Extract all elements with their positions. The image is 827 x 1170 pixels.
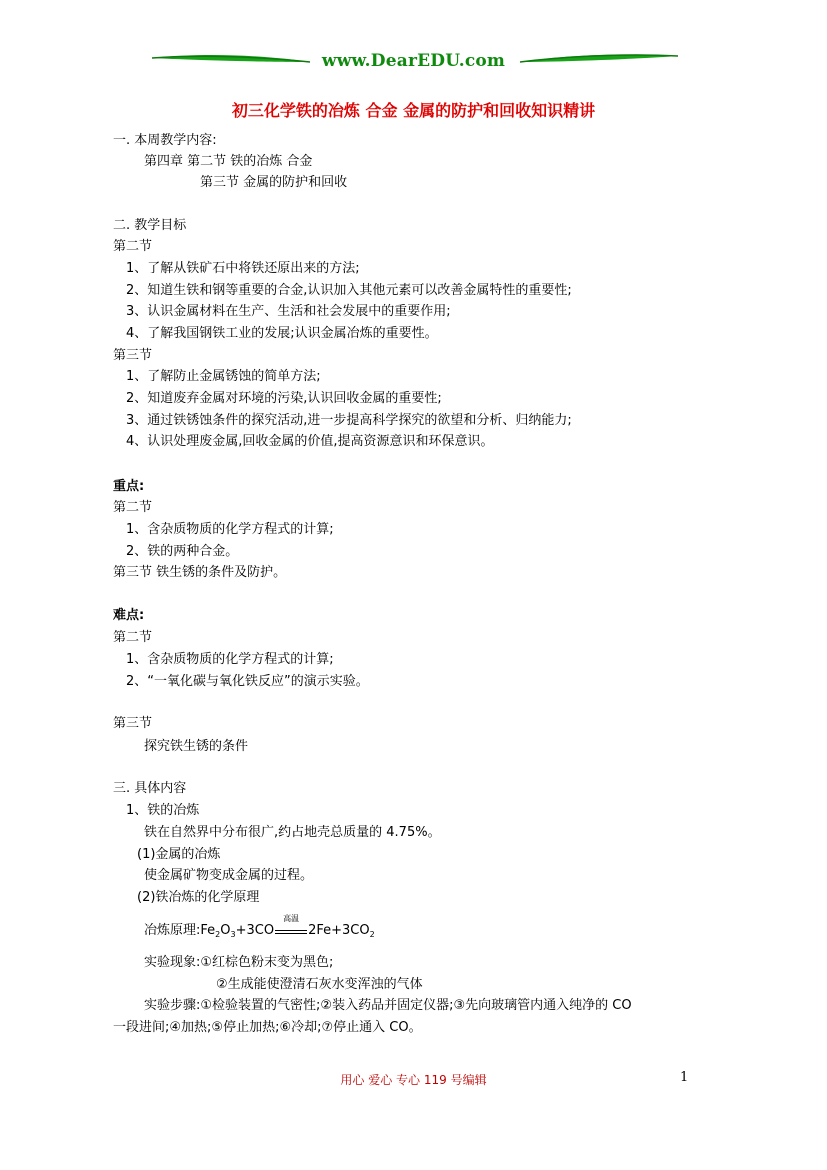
- section-1-heading: 一. 本周教学内容:: [113, 133, 217, 148]
- subsection-label: 第二节: [113, 630, 153, 645]
- list-item: 4、认识处理废金属,回收金属的价值,提高资源意识和环保意识。: [126, 434, 494, 449]
- chemical-equation: $Fe_2O_3+3CO$ 高温 $2Fe+3CO_2$: [200, 913, 375, 939]
- text-line: 第三节 金属的防护和回收: [200, 175, 348, 190]
- section-3-heading: 三. 具体内容: [113, 781, 187, 796]
- text-line: (2)铁冶炼的化学原理: [137, 890, 260, 905]
- list-item: 1、了解从铁矿石中将铁还原出来的方法;: [126, 261, 360, 276]
- text-line: 实验现象:①红棕色粉末变为黑色;: [144, 955, 334, 970]
- section-2-heading: 二. 教学目标: [113, 218, 187, 233]
- key-points-heading: 重点:: [113, 479, 145, 494]
- list-item: 1、了解防止金属锈蚀的简单方法;: [126, 369, 321, 384]
- text-line: (1)金属的冶炼: [137, 847, 221, 862]
- list-item: 2、“一氧化碳与氧化铁反应”的演示实验。: [126, 674, 369, 689]
- list-item: 1、铁的冶炼: [126, 803, 200, 818]
- footer-slogan: 用心 爱心 专心 119 号编辑: [340, 1073, 487, 1087]
- list-item: 4、了解我国钢铁工业的发展;认识金属冶炼的重要性。: [126, 326, 438, 341]
- list-item: 2、铁的两种合金。: [126, 544, 239, 559]
- subsection-label: 第二节: [113, 239, 153, 254]
- page-number: 1: [680, 1070, 689, 1085]
- site-banner: www.DearEDU.com: [321, 51, 506, 71]
- list-item: 2、知道废弃金属对环境的污染,认识回收金属的重要性;: [126, 391, 442, 406]
- page-title: 初三化学铁的冶炼 合金 金属的防护和回收知识精讲: [231, 101, 596, 120]
- text-line: 第四章 第二节 铁的冶炼 合金: [144, 154, 313, 169]
- equation-line: [144, 913, 375, 945]
- subsection-label: 第二节: [113, 500, 153, 515]
- list-item: 3、认识金属材料在生产、生活和社会发展中的重要作用;: [126, 304, 451, 319]
- principle-label: 冶炼原理:: [144, 923, 201, 938]
- reaction-condition: 高温: [274, 922, 308, 940]
- text-line: 一段进间;④加热;⑤停止加热;⑥冷却;⑦停止通入 CO。: [113, 1020, 422, 1035]
- text-line: 铁在自然界中分布很广,约占地壳总质量的 4.75%。: [144, 825, 441, 840]
- list-item: 1、含杂质物质的化学方程式的计算;: [126, 652, 334, 667]
- list-item: 1、含杂质物质的化学方程式的计算;: [126, 522, 334, 537]
- list-item: 2、知道生铁和钢等重要的合金,认识加入其他元素可以改善金属特性的重要性;: [126, 283, 572, 298]
- text-line: 使金属矿物变成金属的过程。: [144, 868, 314, 883]
- text-line: 实验步骤:①检验装置的气密性;②装入药品并固定仪器;③先向玻璃管内通入纯净的 CO: [144, 998, 632, 1013]
- text-line: ②生成能使澄清石灰水变浑浊的气体: [216, 977, 423, 992]
- list-item: 3、通过铁锈蚀条件的探究活动,进一步提高科学探究的欲望和分析、归纳能力;: [126, 413, 572, 428]
- subsection-label: 第三节 铁生锈的条件及防护。: [113, 565, 287, 580]
- subsection-label: 第三节: [113, 348, 153, 363]
- text-line: 探究铁生锈的条件: [144, 739, 249, 754]
- difficulties-heading: 难点:: [113, 608, 145, 623]
- subsection-label: 第三节: [113, 716, 153, 731]
